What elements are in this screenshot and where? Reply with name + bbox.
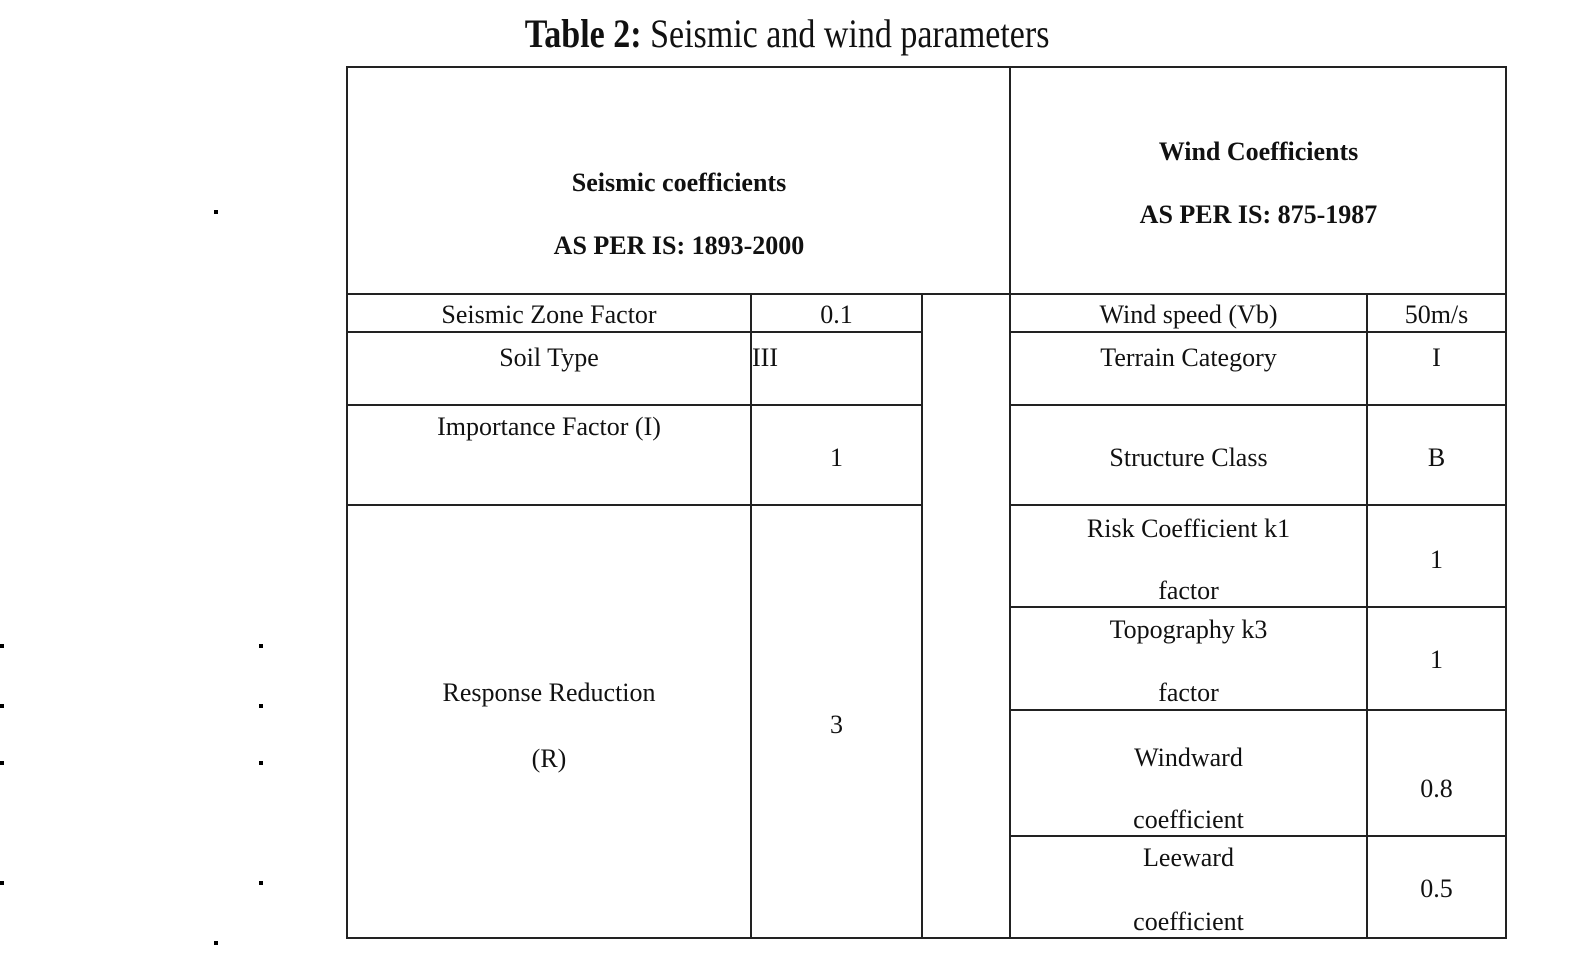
wind-param: Terrain Category — [1100, 343, 1277, 372]
wind-value: 0.5 — [1420, 874, 1453, 903]
wind-value: B — [1427, 443, 1446, 472]
stray-dot — [259, 644, 263, 648]
stray-dot — [0, 644, 4, 648]
wind-param: Structure Class — [1109, 443, 1268, 472]
stray-dot — [0, 881, 4, 885]
divider — [346, 293, 1507, 295]
wind-param: Wind speed (Vb) — [1099, 300, 1278, 329]
divider — [1009, 404, 1507, 406]
wind-header: Wind Coefficients — [1158, 137, 1359, 166]
stray-dot — [0, 704, 4, 708]
wind-standard: AS PER IS: 875-1987 — [1139, 200, 1378, 229]
wind-param: Windward — [1134, 743, 1243, 772]
seismic-value: 1 — [830, 443, 843, 472]
divider — [346, 331, 923, 333]
wind-param: Leeward — [1143, 843, 1234, 872]
wind-value: 50m/s — [1404, 300, 1469, 329]
seismic-param: Response Reduction — [442, 678, 656, 707]
seismic-param: (R) — [531, 744, 567, 773]
divider — [1009, 835, 1507, 837]
table-border-bottom — [346, 937, 1507, 939]
stray-dot — [259, 881, 263, 885]
wind-param: Risk Coefficient k1 — [1086, 514, 1291, 543]
seismic-param: Soil Type — [499, 343, 599, 372]
divider — [1009, 504, 1507, 506]
caption-text: Seismic and wind parameters — [650, 11, 1050, 56]
seismic-value: III — [752, 343, 778, 372]
seismic-header: Seismic coefficients — [571, 168, 787, 197]
wind-value: 1 — [1430, 645, 1443, 674]
wind-param: coefficient — [1133, 907, 1244, 936]
stray-dot — [259, 761, 263, 765]
stray-dot — [214, 210, 218, 214]
seismic-standard: AS PER IS: 1893-2000 — [553, 231, 805, 260]
stray-dot — [214, 941, 218, 945]
divider — [1009, 709, 1507, 711]
wind-value: 0.8 — [1420, 774, 1453, 803]
caption-label: Table 2: — [524, 11, 642, 56]
divider — [1009, 606, 1507, 608]
divider — [921, 293, 923, 939]
divider — [346, 504, 923, 506]
table-caption — [0, 10, 1574, 57]
seismic-param: Importance Factor (I) — [437, 412, 661, 441]
stray-dot — [0, 761, 4, 765]
wind-param: coefficient — [1133, 805, 1244, 834]
table-border-top — [346, 66, 1507, 68]
wind-value: I — [1432, 343, 1441, 372]
divider — [346, 404, 923, 406]
divider — [1366, 293, 1368, 939]
divider — [750, 293, 752, 939]
wind-value: 1 — [1430, 545, 1443, 574]
seismic-value: 3 — [830, 710, 843, 739]
wind-param: factor — [1158, 678, 1219, 707]
divider — [1009, 331, 1507, 333]
seismic-param: Seismic Zone Factor — [441, 300, 657, 329]
wind-param: Topography k3 — [1109, 615, 1268, 644]
table-border-right — [1505, 66, 1507, 939]
wind-param: factor — [1158, 576, 1219, 605]
seismic-value: 0.1 — [820, 300, 853, 329]
stray-dot — [259, 704, 263, 708]
